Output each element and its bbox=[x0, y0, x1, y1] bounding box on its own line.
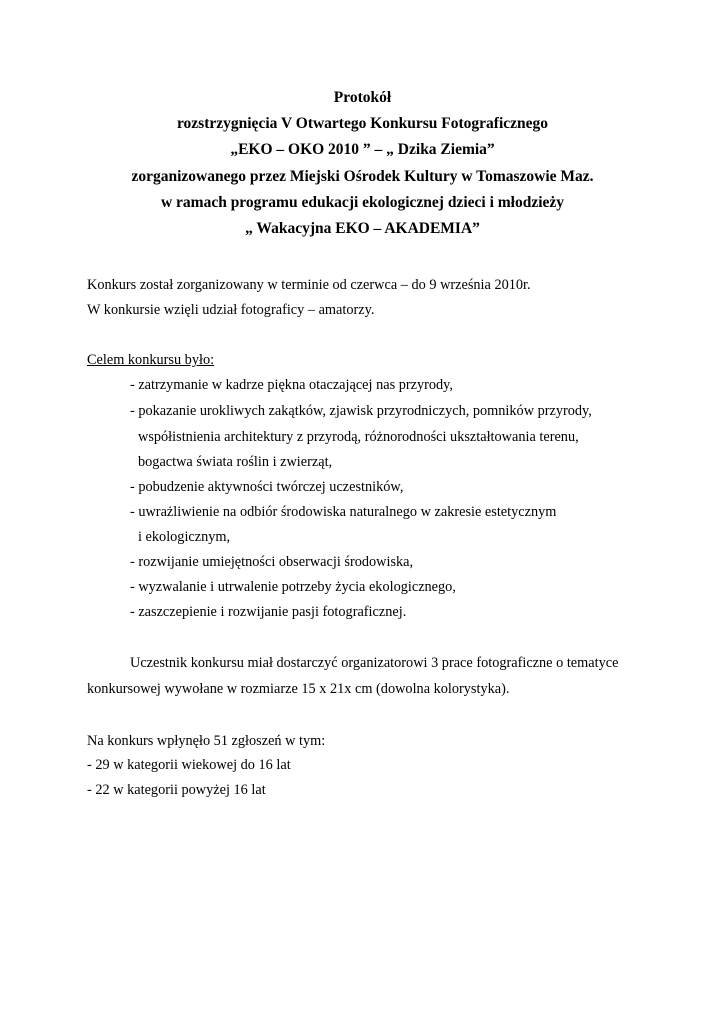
document-title bbox=[0, 85, 725, 242]
intro-line: W konkursie wzięli udział fotograficy – amatorzy. bbox=[87, 302, 375, 318]
goal-item-continuation: i ekologicznym, bbox=[138, 529, 231, 545]
entries-item: - 29 w kategorii wiekowej do 16 lat bbox=[87, 757, 291, 773]
goal-item: - rozwijanie umiejętności obserwacji środowiska, bbox=[130, 554, 414, 570]
intro-line: Konkurs został zorganizowany w terminie od czerwca – do 9 września 2010r. bbox=[87, 277, 531, 293]
goal-item: - zatrzymanie w kadrze piękna otaczającej nas przyrody, bbox=[130, 377, 453, 393]
goal-item: - pobudzenie aktywności twórczej uczestników, bbox=[130, 479, 404, 495]
goal-item: - uwrażliwienie na odbiór środowiska naturalnego w zakresie estetycznym bbox=[130, 504, 557, 520]
title-line: zorganizowanego przez Miejski Ośrodek Kultury w Tomaszowie Maz. bbox=[131, 167, 594, 185]
goal-item-continuation: bogactwa świata roślin i zwierząt, bbox=[138, 454, 333, 470]
title-line: w ramach programu edukacji ekologicznej dzieci i młodzieży bbox=[160, 193, 565, 211]
title-line: rozstrzygnięcia V Otwartego Konkursu Fotograficznego bbox=[176, 115, 549, 133]
participant-line: Uczestnik konkursu miał dostarczyć organizatorowi 3 prace fotograficzne o tematyce bbox=[130, 655, 619, 671]
title-line: „ Wakacyjna EKO – AKADEMIA” bbox=[245, 220, 480, 238]
goal-item: - zaszczepienie i rozwijanie pasji fotograficznej. bbox=[130, 604, 407, 620]
title-line: Protokół bbox=[333, 89, 392, 106]
title-line: „EKO – OKO 2010 ” – „ Dzika Ziemia” bbox=[230, 141, 495, 159]
goal-item: - pokazanie urokliwych zakątków, zjawisk przyrodniczych, pomników przyrody, bbox=[130, 403, 592, 419]
entries-heading: Na konkurs wpłynęło 51 zgłoszeń w tym: bbox=[87, 733, 326, 749]
entries-item: - 22 w kategorii powyżej 16 lat bbox=[87, 782, 266, 798]
goal-item-continuation: współistnienia architektury z przyrodą, różnorodności ukształtowania terenu, bbox=[138, 429, 579, 445]
participant-line: konkursowej wywołane w rozmiarze 15 x 21x cm (dowolna kolorystyka). bbox=[87, 681, 510, 697]
goal-item: - wyzwalanie i utrwalenie potrzeby życia ekologicznego, bbox=[130, 579, 456, 595]
goals-heading: Celem konkursu było: bbox=[87, 352, 215, 368]
